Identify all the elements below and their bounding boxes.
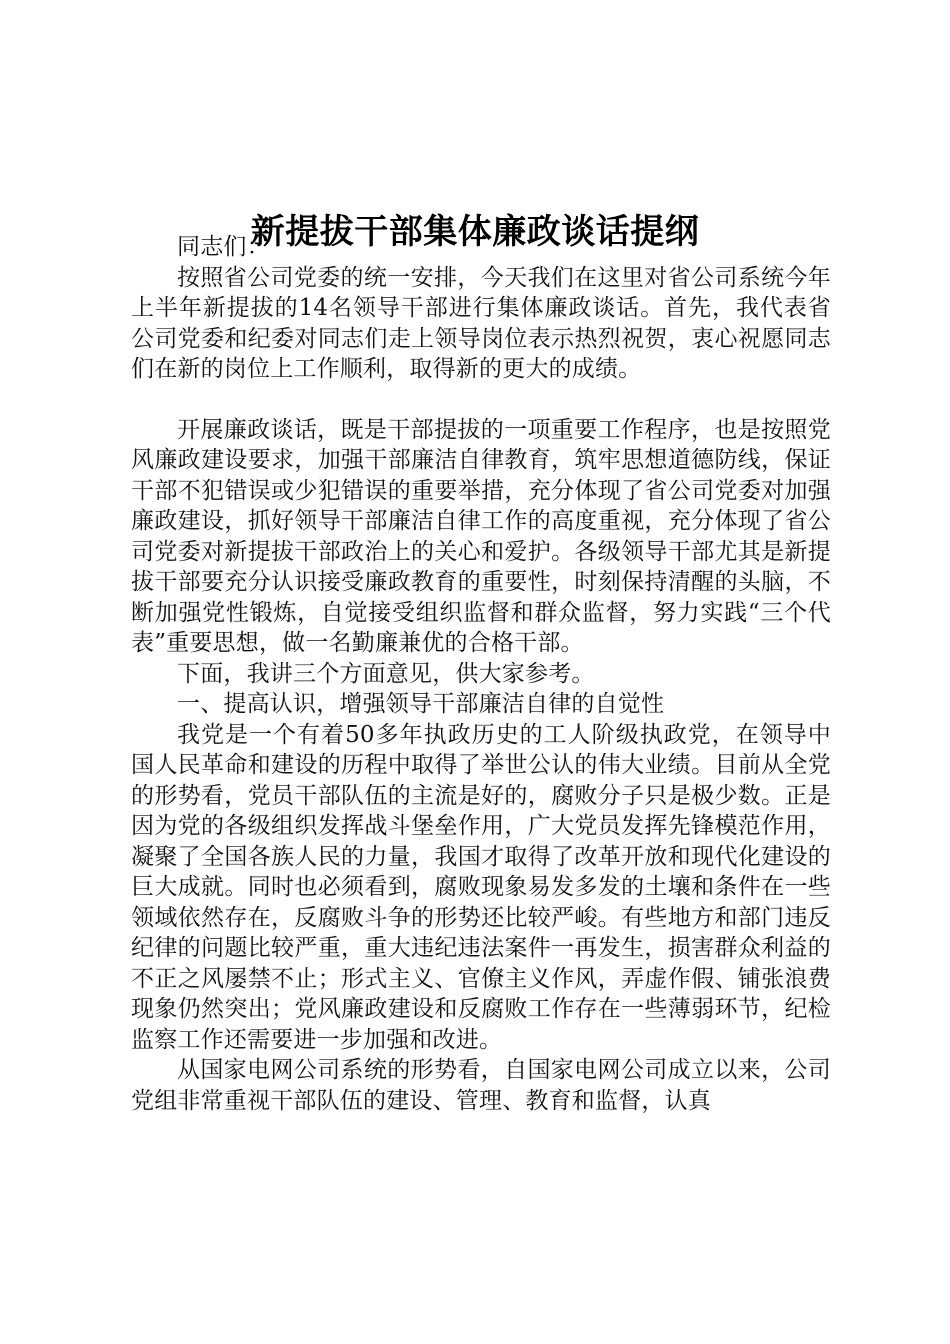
salutation: 同志们： [177,234,270,260]
paragraph-outline: 下面，我讲三个方面意见，供大家参考。 [177,660,595,687]
paragraph-party-situation: 我党是一个有着50多年执政历史的工人阶级执政党，在领导中国人民革命和建设的历程中取得了举世公认的伟大业绩。目前从全党的形势看，党员干部队伍的主流是好的，腐败分子只是极少数。正是因为党的各级组织发挥战斗堡垒作用，广大党员发挥先锋模范作用，凝聚了全国各族人民的力量，我国才取得了改革开放和现代化建设的巨大成就。同时也必须看到，腐败现象易发多发的土壤和条件在一些领域依然存在，反腐败斗争的形势还比较严峻。有些地方和部门违反纪律的问题比较严重，重大违纪违法案件一再发生，损害群众利益的不正之风屡禁不止；形式主义、官僚主义作风，弄虚作假、铺张浪费现象仍然突出；党风廉政建设和反腐败工作存在一些薄弱环节，纪检监察工作还需要进一步加强和改进。 [131,721,831,1053]
document-title: 新提拔干部集体廉政谈话提纲 [250,211,700,252]
paragraph-company-situation: 从国家电网公司系统的形势看，自国家电网公司成立以来，公司党组非常重视干部队伍的建设、管理、教育和监督，认真 [131,1057,831,1114]
section-heading-1: 一、提高认识，增强领导干部廉洁自律的自觉性 [177,691,665,717]
paragraph-intro: 按照省公司党委的统一安排，今天我们在这里对省公司系统今年上半年新提拔的14名领导干部进行集体廉政谈话。首先，我代表省公司党委和纪委对同志们走上领导岗位表示热烈祝贺，衷心祝愿同志们在新的岗位上工作顺利，取得新的更大的成绩。 [131,264,831,382]
document-body [131,232,831,1116]
paragraph-purpose: 开展廉政谈话，既是干部提拔的一项重要工作程序，也是按照党风廉政建设要求，加强干部廉洁自律教育，筑牢思想道德防线，保证干部不犯错误或少犯错误的重要举措，充分体现了省公司党委对加强廉政建设，抓好领导干部廉洁自律工作的高度重视，充分体现了省公司党委对新提拔干部政治上的关心和爱护。各级领导干部尤其是新提拔干部要充分认识接受廉政教育的重要性，时刻保持清醒的头脑，不断加强党性锻炼，自觉接受组织监督和群众监督，努力实践“三个代表”重要思想，做一名勤廉兼优的合格干部。 [131,416,831,656]
